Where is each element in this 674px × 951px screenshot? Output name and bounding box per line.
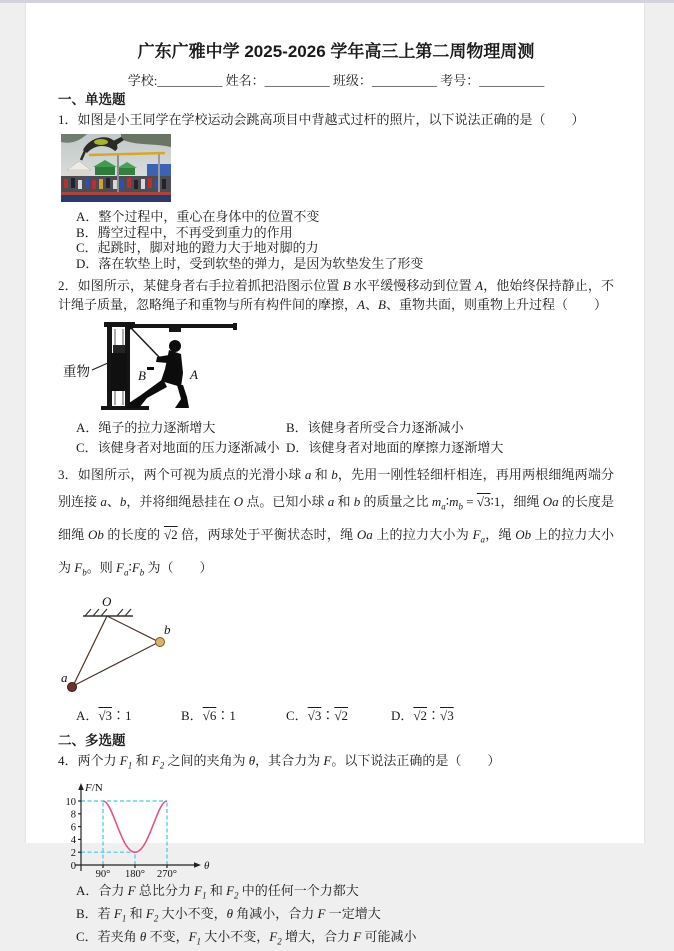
- figure-label-weight: 重物: [63, 364, 90, 380]
- graph-dashed-guides: [81, 801, 167, 865]
- exam-paper: [25, 3, 645, 947]
- balls-strings-figure: [61, 594, 193, 698]
- figure-label-b: B: [138, 368, 146, 384]
- svg-text:2: 2: [70, 847, 76, 859]
- option: A．合力 F 总比分力 $F_1$ 和 $F_2$ 中的任何一个力都大: [76, 882, 359, 901]
- cable: [132, 329, 160, 358]
- svg-text:8: 8: [70, 809, 76, 821]
- ball-b: [156, 638, 165, 647]
- name-label: 姓名：: [225, 73, 265, 88]
- option: C．起跳时，脚对地的蹬力大于地对脚的力: [76, 240, 319, 256]
- exam-no-blank: __________: [479, 73, 545, 88]
- figure-label-ball-a: a: [61, 670, 68, 686]
- gym-machine-figure: [61, 319, 273, 414]
- graph-curve: [103, 801, 167, 852]
- svg-text:6: 6: [70, 822, 76, 834]
- section-heading-multi-choice: 二、多选题: [58, 733, 126, 749]
- ball-a: [68, 683, 77, 692]
- y-tick-labels: [66, 797, 77, 872]
- question-4-stem: 4．两个力 $F_1$ 和 $F_2$ 之间的夹角为 θ，其合力为 F。以下说法正确的是（ ）: [58, 753, 501, 771]
- name-blank: __________: [264, 73, 330, 88]
- y-axis-arrow: [78, 783, 84, 790]
- exam-no-label: 考号：: [440, 73, 480, 88]
- question-4-options: [58, 882, 614, 951]
- photo-landing-mat: [61, 195, 171, 202]
- option: B．若 $F_1$ 和 $F_2$ 大小不变，θ 角减小，合力 F 一定增大: [76, 905, 381, 924]
- option: D． √ 2∶ √ 3: [391, 707, 454, 724]
- option: C．若夹角 θ 不变，$F_1$ 大小不变，$F_2$ 增大，合力 F 可能减小: [76, 929, 417, 947]
- page-title: 广东广雅中学 2025-2026 学年高三上第二周物理周测: [137, 42, 535, 61]
- question-2-stem: 2．如图所示，某健身者右手拉着抓把沿图示位置 B 水平缓慢移动到位置 A，他始终保持静止，不计绳子质量，忽略绳子和重物与所有构件间的摩擦，A、B、重物共面，则重物上升过程（ ）: [58, 278, 614, 313]
- option: C． √ 3∶ √ 2: [286, 707, 391, 724]
- school-label: 学校:: [127, 73, 158, 88]
- option: A． √ 3∶1: [76, 707, 181, 724]
- question-2-options: [58, 418, 614, 457]
- high-jump-photo: [61, 134, 171, 202]
- option: A．整个过程中，重心在身体中的位置不变: [76, 209, 320, 224]
- y-axis-label: F/N: [85, 781, 103, 794]
- svg-text:0: 0: [70, 860, 76, 872]
- question-1-stem: 1．如图是小王同学在学校运动会跳高项目中背越式过杆的照片，以下说法正确的是（ ）: [58, 112, 585, 127]
- figure-label-ball-b: b: [164, 622, 171, 638]
- person-silhouette: [127, 340, 189, 408]
- school-blank: __________: [157, 73, 223, 88]
- option: D．落在软垫上时，受到软垫的弹力，是因为软垫发生了形变: [76, 255, 424, 271]
- svg-text:180°: 180°: [125, 868, 145, 879]
- option: B． √ 6∶1: [181, 707, 286, 724]
- x-tick-labels: [96, 869, 177, 879]
- question-3-stem: 3．如图所示，两个可视为质点的光滑小球 a 和 b，先用一刚性轻细杆相连，再用两根细绳两端分别连接 a、b，并将细绳悬挂在 O 点。已知小球 a 和 b 的质量之比 $m_a∶m_b$ = √ 3∶1，细绳 Oa 的长度是细绳 Ob 的长度的 √ 2 倍，两球处于平衡状态时，绳 Oa 上的拉力大小为 $F_a$，绳 Ob 上的拉力大小为 $F_b$。则 $F_a∶F_b$ 为（ ）: [58, 461, 614, 586]
- option: D．该健身者对地面的摩擦力逐渐增大: [286, 439, 504, 455]
- svg-text:4: 4: [70, 834, 76, 846]
- force-angle-graph: [61, 779, 211, 879]
- svg-text:270°: 270°: [157, 868, 177, 879]
- question-3-options: [58, 707, 614, 724]
- option: A．绳子的拉力逐渐增大: [76, 420, 216, 436]
- ceiling-hatching: [83, 609, 133, 616]
- option: B．腾空过程中，不再受到重力的作用: [76, 224, 293, 240]
- option: B．该健身者所受合力逐渐减小: [286, 420, 464, 436]
- figure-label-o: O: [102, 594, 112, 610]
- question-1-options: [58, 209, 614, 271]
- graph-axes: [75, 787, 197, 871]
- x-axis-arrow: [194, 862, 201, 868]
- student-info-line: [58, 70, 614, 87]
- svg-text:10: 10: [65, 796, 76, 808]
- weight-stack: [111, 353, 127, 391]
- strings-and-rod: [73, 616, 159, 686]
- weight-top-block: [113, 345, 125, 353]
- class-blank: __________: [371, 73, 437, 88]
- figure-label-a: A: [190, 367, 198, 383]
- option: C．该健身者对地面的压力逐渐减小: [76, 439, 280, 455]
- svg-text:90°: 90°: [95, 868, 111, 879]
- x-axis-label: θ: [204, 859, 210, 872]
- section-heading-single-choice: 一、单选题: [58, 92, 126, 107]
- class-label: 班级：: [332, 73, 372, 88]
- photo-crowd: [61, 176, 171, 193]
